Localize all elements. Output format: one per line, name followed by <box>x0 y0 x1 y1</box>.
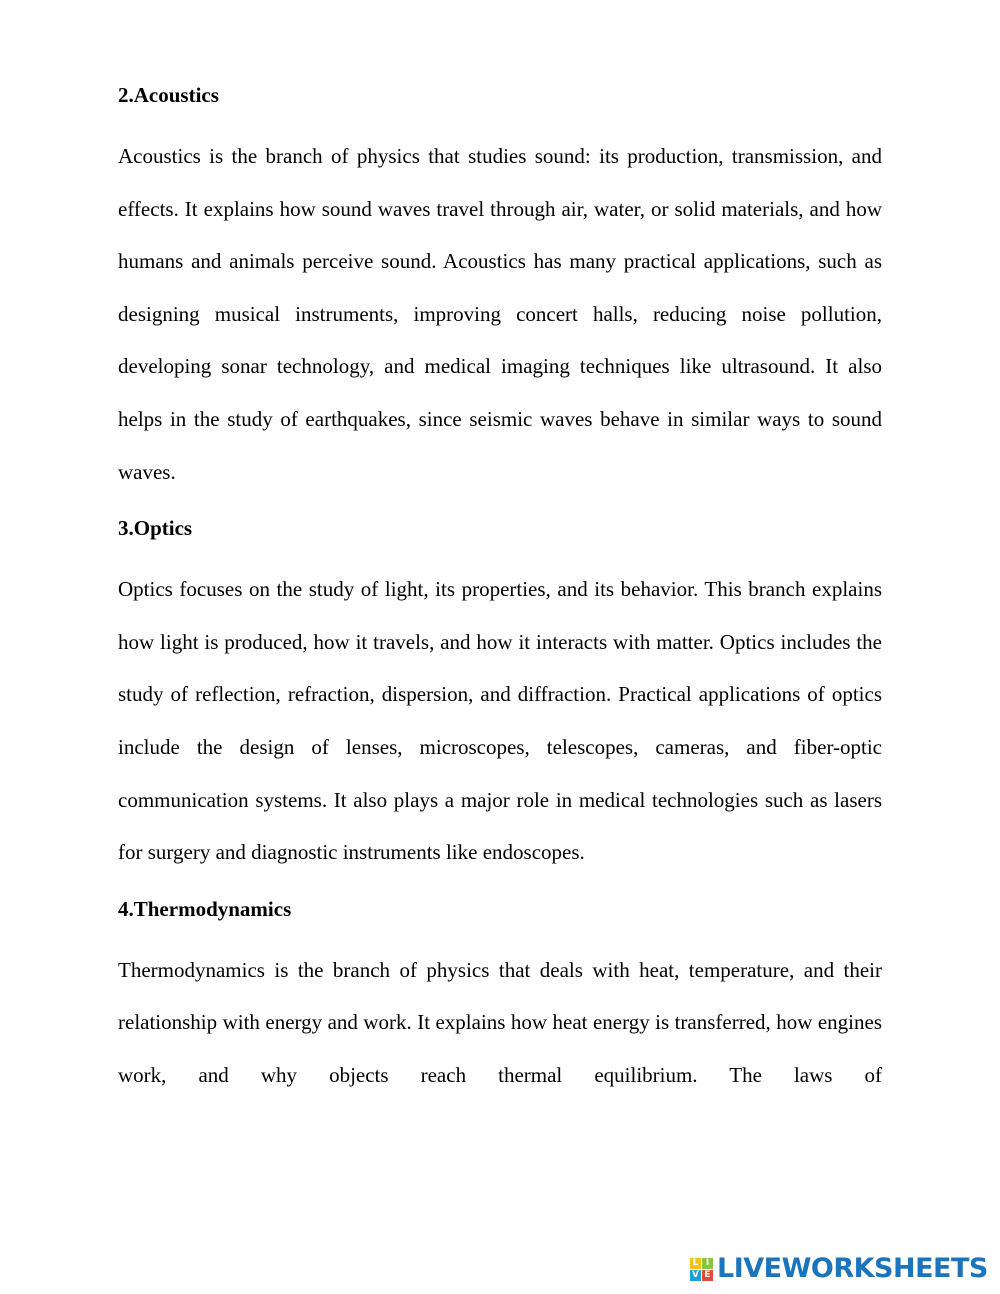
liveworksheets-logo[interactable] <box>690 1254 988 1284</box>
logo-mark-icon <box>690 1258 713 1281</box>
section-paragraph: Thermodynamics is the branch of physics that deals with heat, temperature, and their relationship with energy and work. It explains how heat energy is transferred, how engines work, and why objects reach thermal equilibrium. The laws of <box>118 957 882 1087</box>
logo-mark-letter: E <box>702 1270 713 1281</box>
section-paragraph: Optics focuses on the study of light, its properties, and its behavior. This branch explains how light is produced, how it travels, and how it interacts with matter. Optics includes the study of reflection, refraction, dispersion, and diffraction. Practical applications of optics include the design of lenses, microscopes, telescopes, cameras, and fiber-optic communication systems. It also plays a major role in medical technologies such as lasers for surgery and diagnostic instruments like endoscopes. <box>118 577 882 865</box>
section-optics <box>118 511 882 879</box>
logo-mark-letter: V <box>690 1270 701 1281</box>
section-paragraph: Acoustics is the branch of physics that studies sound: its production, transmission, and effects. It explains how sound waves travel through air, water, or solid materials, and how humans and animals perceive sound. Acoustics has many practical applications, such as designing musical instruments, improving concert halls, reducing noise pollution, developing sonar technology, and medical imaging techniques like ultrasound. It also helps in the study of earthquakes, since seismic waves behave in similar ways to sound waves. <box>118 144 882 484</box>
section-heading: 2.Acoustics <box>118 83 219 107</box>
document-page <box>118 78 882 1115</box>
logo-mark-letter: I <box>702 1258 713 1269</box>
logo-mark-letter: L <box>690 1258 701 1269</box>
section-heading: 3.Optics <box>118 516 193 541</box>
logo-text: LIVEWORKSHEETS <box>717 1253 988 1284</box>
section-acoustics <box>118 78 882 498</box>
section-heading: 4.Thermodynamics <box>118 896 292 921</box>
section-thermodynamics <box>118 892 882 1102</box>
